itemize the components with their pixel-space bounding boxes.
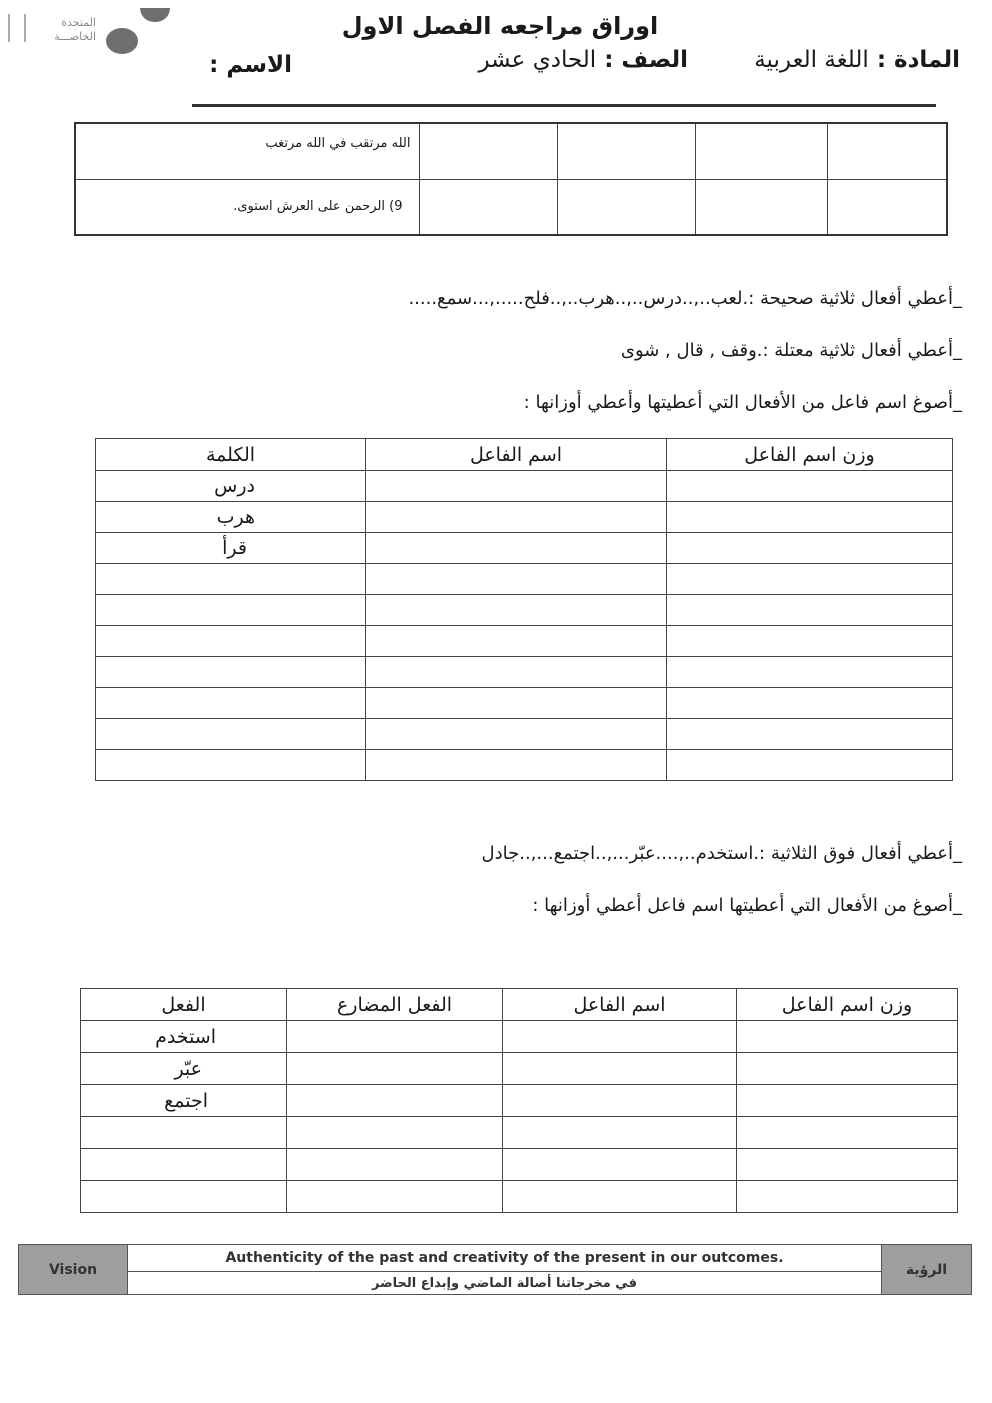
table-cell [287,1053,503,1085]
logo-text: المتحدة الخاصـــة [54,16,96,43]
vision-row [19,1272,972,1295]
top-table [74,122,948,236]
table-header-row [96,439,953,471]
table-cell [287,1149,503,1181]
column-header: وزن اسم الفاعل [737,989,958,1021]
table-row [96,626,953,657]
table-cell [366,626,667,657]
table-cell [557,123,695,179]
table-cell [287,1117,503,1149]
word-cell [96,657,366,688]
table-cell [287,1181,503,1213]
page-title: اوراق مراجعه الفصل الاول [341,12,659,40]
table-cell [737,1181,958,1213]
subject-label: المادة : [876,47,960,73]
table-row [81,1181,958,1213]
verb-cell [81,1181,287,1213]
vision-arabic: في مخرجاتنا أصالة الماضي وإبداع الحاضر [128,1272,882,1295]
table-cell [695,123,827,179]
question-5: _أصوغ من الأفعال التي أعطيتها اسم فاعل أعطي أوزانها : [532,895,962,916]
table-cell [419,123,557,179]
table-row [96,502,953,533]
column-header: اسم الفاعل [366,439,667,471]
table-cell [366,657,667,688]
table-cell [503,1149,737,1181]
table-cell [366,471,667,502]
table-cell [667,595,953,626]
table-cell [503,1117,737,1149]
table-cell [366,719,667,750]
table-cell [366,688,667,719]
table-cell [827,123,947,179]
word-cell [96,688,366,719]
table-cell [503,1021,737,1053]
table-cell [419,179,557,235]
word-cell: قرأ [96,533,366,564]
table-row [81,1021,958,1053]
table-cell [667,719,953,750]
vision-row [19,1245,972,1272]
table-cell [737,1053,958,1085]
word-cell: درس [96,471,366,502]
question-3: _أصوغ اسم فاعل من الأفعال التي أعطيتها وأعطي أوزانها : [523,392,962,413]
column-header: الكلمة [96,439,366,471]
grade-field [478,47,688,73]
active-participle-table [95,438,953,781]
table-cell [737,1117,958,1149]
table-row [96,564,953,595]
table-cell [366,533,667,564]
vision-label-ar: الرؤية [882,1245,972,1295]
column-header: الفعل [81,989,287,1021]
table-row [75,123,947,179]
vision-banner [18,1244,972,1295]
table-cell [737,1149,958,1181]
table-cell [737,1021,958,1053]
column-header: وزن اسم الفاعل [667,439,953,471]
table-row [81,1085,958,1117]
vision-label: Vision [19,1245,128,1295]
table-cell: الله مرتقب في الله مرتغب [75,123,419,179]
question-2: _أعطي أفعال ثلاثية معتلة :.وقف , قال , شوى [620,340,962,361]
verb-cell: استخدم [81,1021,287,1053]
table-row [75,179,947,235]
grade-label: الصف : [604,47,688,73]
table-cell [667,502,953,533]
table-row [96,533,953,564]
table-row [96,471,953,502]
verb-cell [81,1117,287,1149]
word-cell [96,626,366,657]
logo-mark-icon [8,14,26,42]
table-row [81,1117,958,1149]
table-row [81,1053,958,1085]
table-cell [503,1181,737,1213]
table-cell [667,657,953,688]
word-cell: هرب [96,502,366,533]
header-rule [192,104,936,107]
grade-value: الحادي عشر [478,47,597,73]
school-logo [0,8,175,58]
table-cell [366,750,667,781]
table-cell [667,564,953,595]
table-row [96,688,953,719]
table-row [96,595,953,626]
word-cell [96,750,366,781]
table-cell [503,1053,737,1085]
table-cell [287,1021,503,1053]
table-row [81,1149,958,1181]
table-cell [667,688,953,719]
word-cell [96,595,366,626]
column-header: اسم الفاعل [503,989,737,1021]
table-cell [667,533,953,564]
logo-circle-icon [106,28,138,54]
table-cell [667,626,953,657]
table-cell [667,750,953,781]
table-cell [827,179,947,235]
vision-english: Authenticity of the past and creativity of the present in our outcomes. [128,1245,882,1272]
verb-cell [81,1149,287,1181]
verb-cell: اجتمع [81,1085,287,1117]
subject-value: اللغة العربية [754,47,869,73]
word-cell [96,564,366,595]
table-row [96,719,953,750]
table-cell [503,1085,737,1117]
table-cell [366,564,667,595]
table-cell [737,1085,958,1117]
verb-cell: عبّر [81,1053,287,1085]
table-cell [667,471,953,502]
question-1: _أعطي أفعال ثلاثية صحيحة :.لعب..,..درس..,..هرب..,..فلح.....,...سمع..... [408,288,962,309]
subject-field [754,47,960,73]
table-cell: 9) الرحمن على العرش استوى. [75,179,419,235]
table-row [96,657,953,688]
logo-circle-icon [140,8,170,22]
table-row [96,750,953,781]
name-label: الاسم : [209,52,292,78]
table-cell [695,179,827,235]
table-cell [366,595,667,626]
word-cell [96,719,366,750]
column-header: الفعل المضارع [287,989,503,1021]
table-cell [366,502,667,533]
table-header-row [81,989,958,1021]
question-4: _أعطي أفعال فوق الثلاثية :.استخدم..,....عبّر...,..اجتمع...,..جادل [481,843,962,864]
derived-verbs-table [80,988,958,1213]
table-cell [287,1085,503,1117]
table-cell [557,179,695,235]
